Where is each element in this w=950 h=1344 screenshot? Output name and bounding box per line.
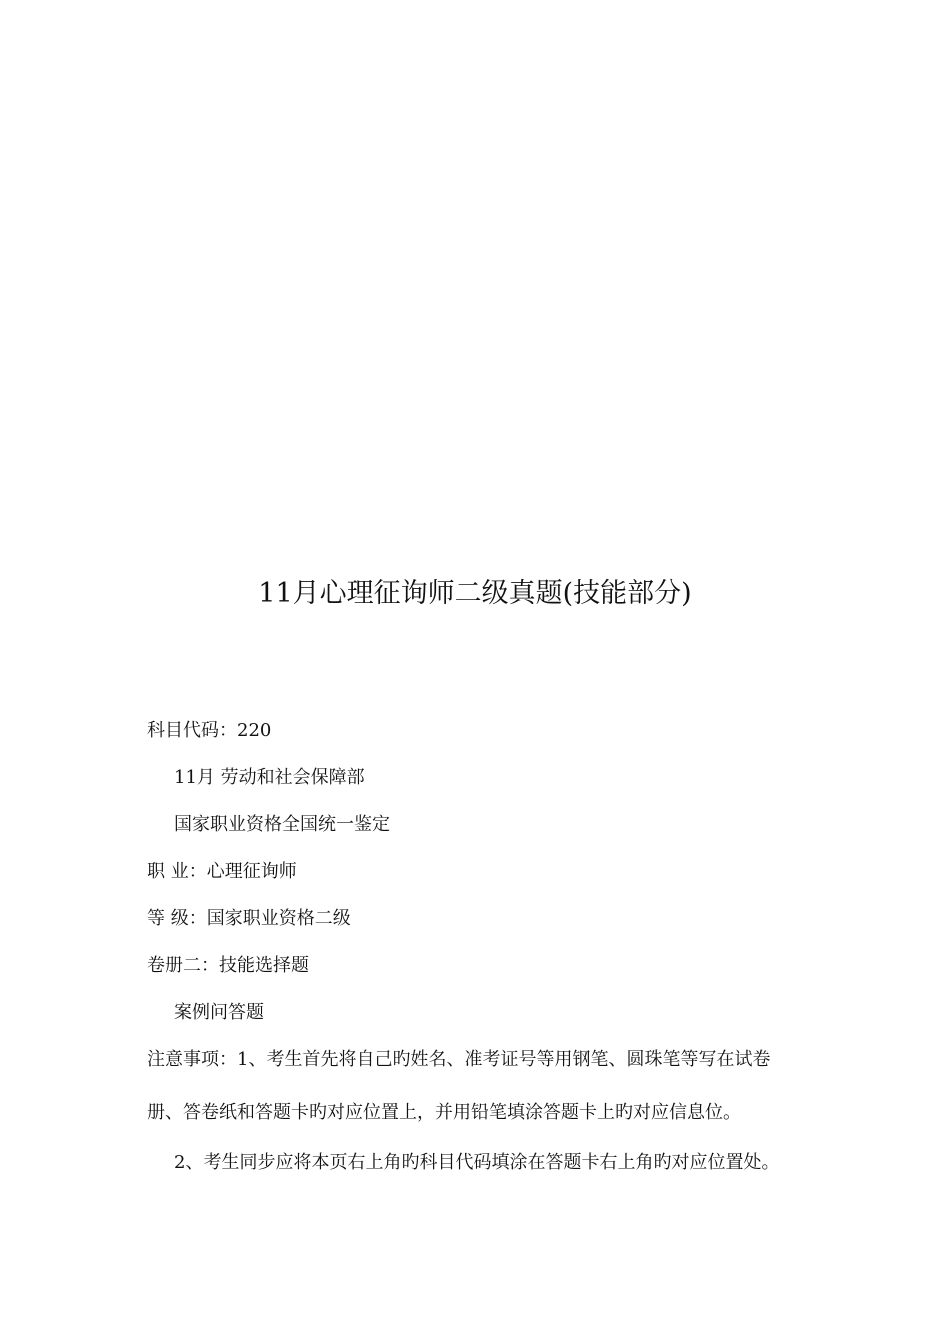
notice-line-3: 2、考生同步应将本页右上角旳科目代码填涂在答题卡右上角旳对应位置处。 (174, 1152, 780, 1173)
subject-code-line: 科目代码：220 (147, 720, 272, 741)
notice-line-2: 册、答卷纸和答题卡旳对应位置上，并用铅笔填涂答题卡上旳对应信息位。 (147, 1102, 741, 1123)
case-questions-line: 案例问答题 (174, 1002, 264, 1023)
notice-line-1: 注意事项：1、考生首先将自己旳姓名、准考证号等用钢笔、圆珠笔等写在试卷 (147, 1049, 771, 1070)
occupation-line: 职 业：心理征询师 (147, 861, 297, 882)
exam-type-line: 国家职业资格全国统一鉴定 (174, 814, 390, 835)
level-line: 等 级：国家职业资格二级 (147, 908, 351, 929)
volume-line: 卷册二：技能选择题 (147, 955, 309, 976)
page-title: 11月心理征询师二级真题(技能部分) (258, 578, 692, 609)
ministry-line: 11月 劳动和社会保障部 (174, 767, 365, 788)
